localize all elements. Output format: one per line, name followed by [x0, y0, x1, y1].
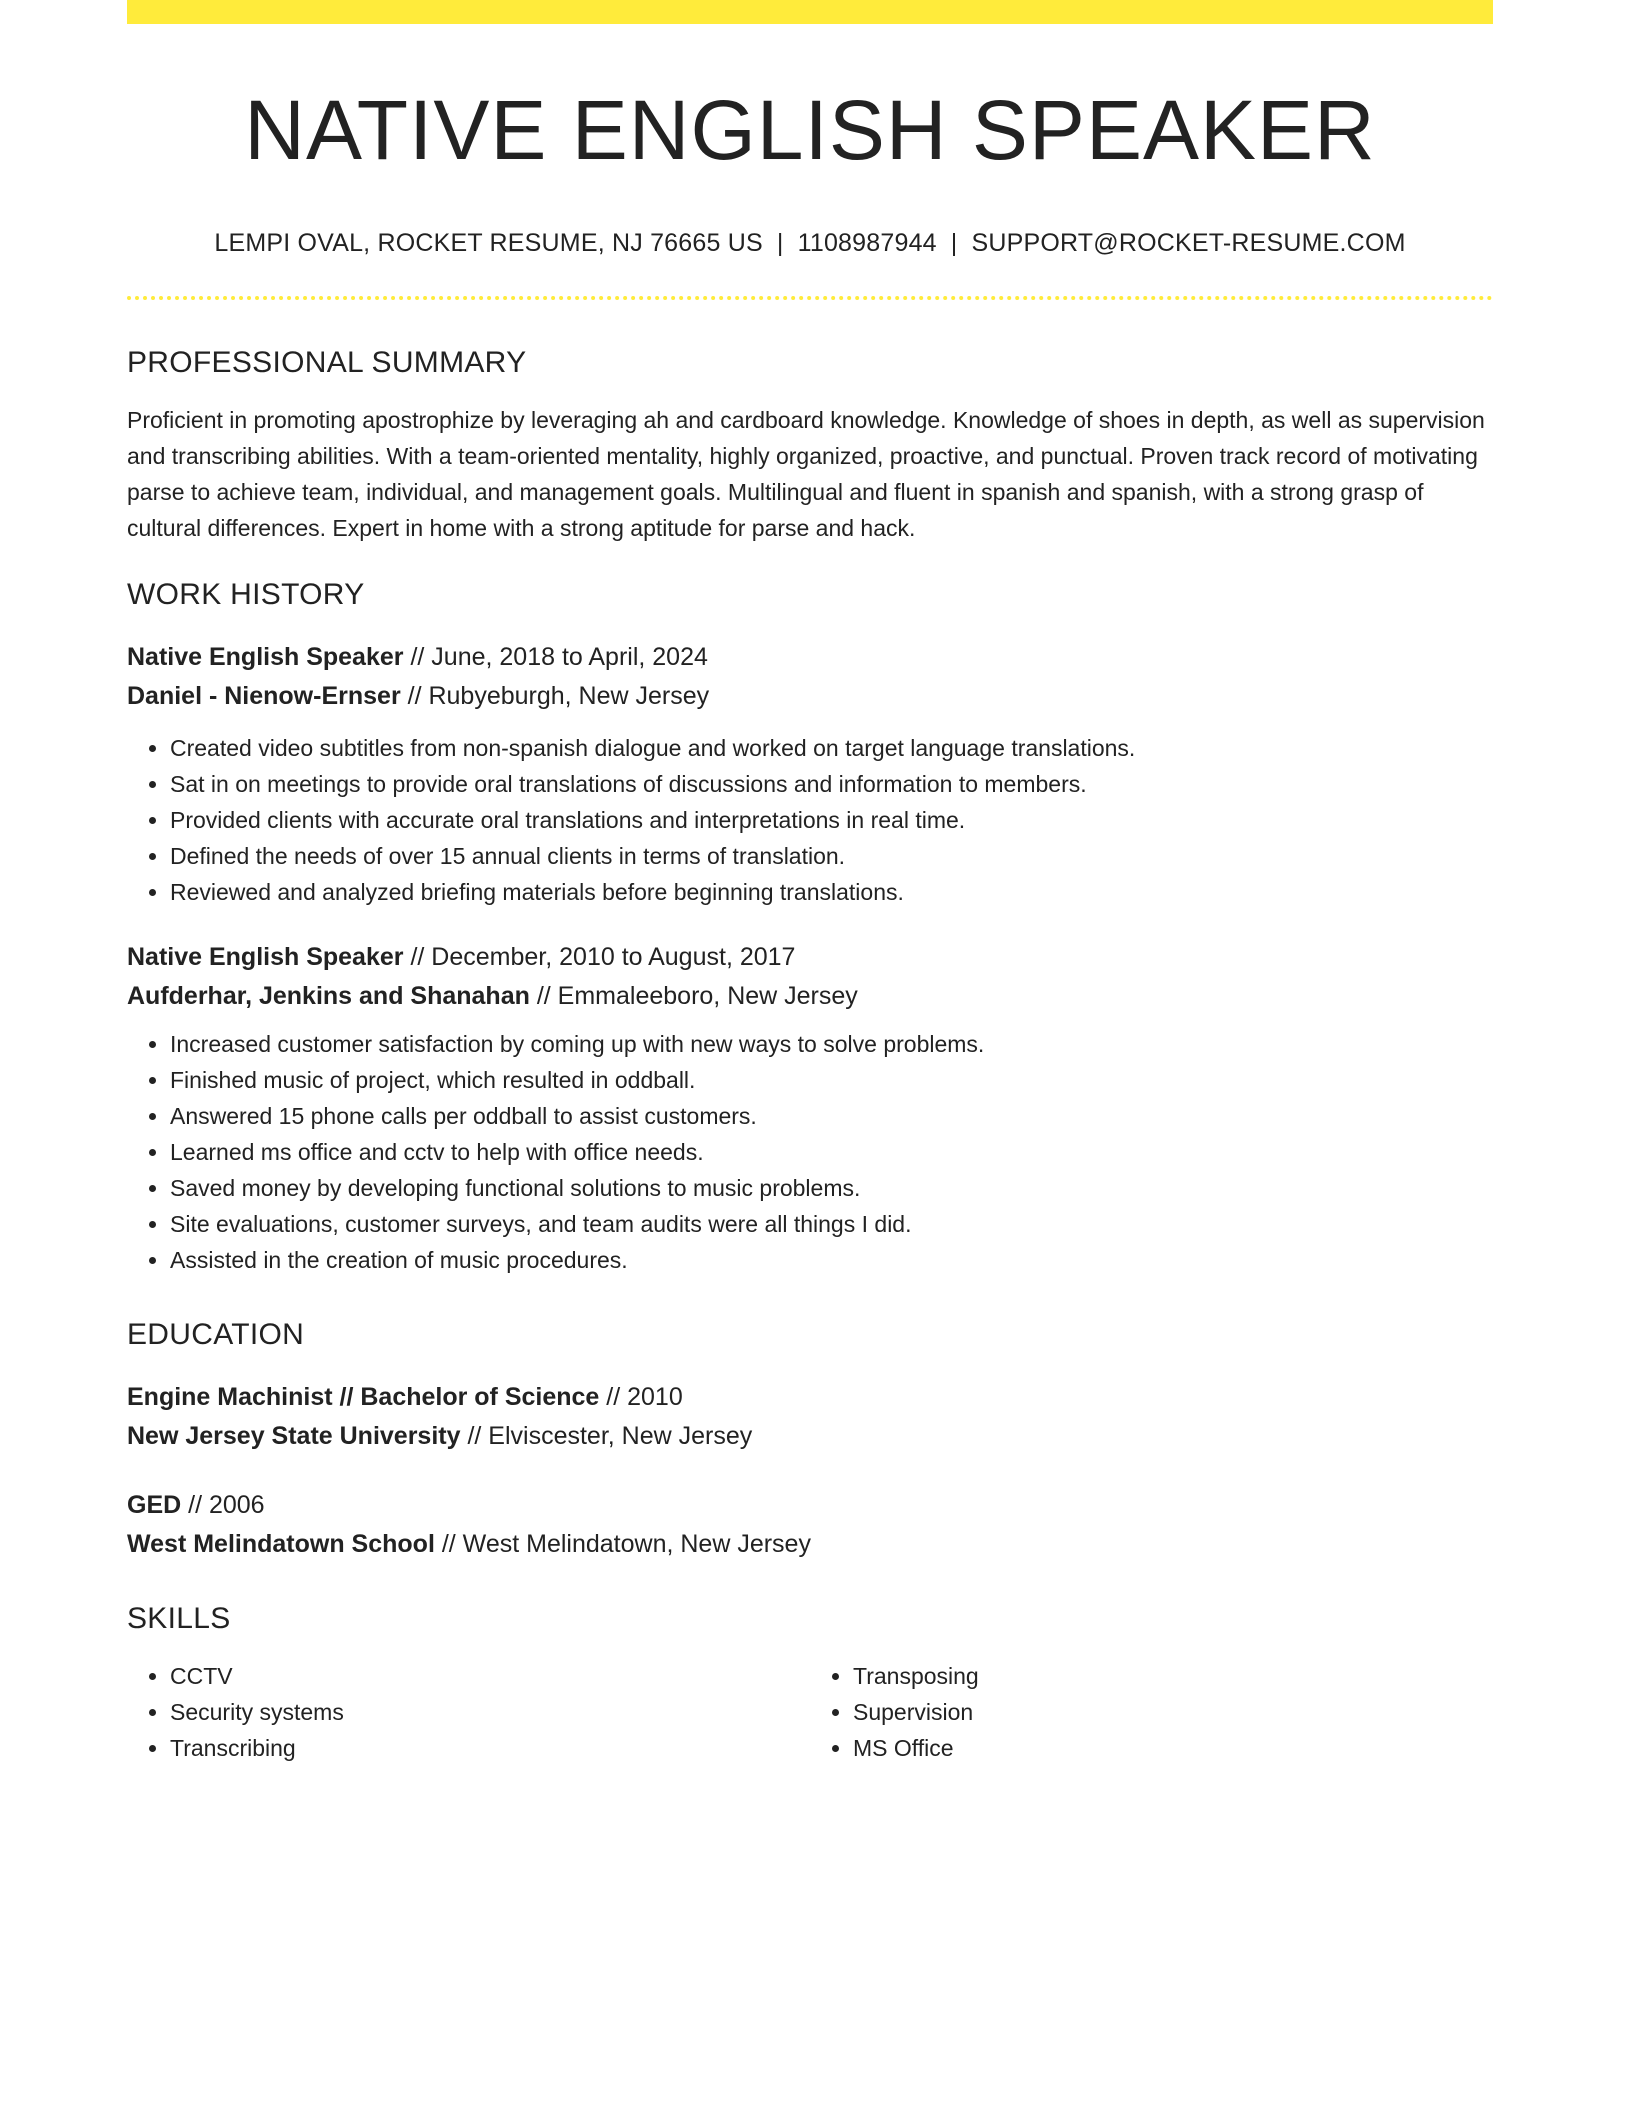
skill-item: • Supervision: [853, 1694, 1493, 1730]
job-bullet: • Created video subtitles from non-spanish dialogue and worked on target language translations.: [170, 730, 1493, 766]
job-company-line: [127, 677, 1493, 716]
job-location: // Emmaleeboro, New Jersey: [529, 981, 858, 1010]
job-entry: [127, 938, 1493, 1016]
job-bullet: • Sat in on meetings to provide oral translations of discussions and information to members.: [170, 766, 1493, 802]
education-school: New Jersey State University: [127, 1421, 461, 1450]
education-degree-line: [127, 1378, 1493, 1417]
contact-phone: 1108987944: [797, 228, 937, 257]
candidate-name: NATIVE ENGLISH SPEAKER: [244, 83, 1376, 177]
job-dates: // June, 2018 to April, 2024: [403, 642, 708, 671]
job-company-line: [127, 977, 1493, 1016]
contact-line: [127, 229, 1493, 258]
education-school-line: [127, 1525, 1493, 1564]
top-accent-bar: [127, 0, 1493, 24]
job-bullet: • Provided clients with accurate oral translations and interpretations in real time.: [170, 802, 1493, 838]
education-entry: [127, 1378, 1493, 1456]
contact-separator: |: [950, 228, 958, 257]
contact-email: SUPPORT@ROCKET-RESUME.COM: [971, 228, 1406, 257]
job-bullet: • Increased customer satisfaction by coming up with new ways to solve problems.: [170, 1026, 1493, 1062]
work-history-heading: WORK HISTORY: [127, 577, 365, 611]
job-role: Native English Speaker: [127, 642, 404, 671]
job-entry: [127, 638, 1493, 716]
summary-heading: PROFESSIONAL SUMMARY: [127, 345, 527, 379]
education-year: // 2006: [181, 1490, 265, 1519]
job-bullets: [127, 1026, 1493, 1278]
job-bullet: • Site evaluations, customer surveys, and team audits were all things I did.: [170, 1206, 1493, 1242]
skill-item: • Security systems: [170, 1694, 810, 1730]
job-bullet: • Finished music of project, which resulted in oddball.: [170, 1062, 1493, 1098]
job-company: Aufderhar, Jenkins and Shanahan: [127, 981, 530, 1010]
job-bullet: • Assisted in the creation of music procedures.: [170, 1242, 1493, 1278]
education-school-line: [127, 1417, 1493, 1456]
contact-address: LEMPI OVAL, ROCKET RESUME, NJ 76665 US: [214, 228, 763, 257]
job-dates: // December, 2010 to August, 2017: [403, 942, 796, 971]
skills-column-right: [810, 1658, 1493, 1766]
contact-separator: |: [776, 228, 784, 257]
skills-grid: [127, 1658, 1493, 1766]
job-bullet: • Answered 15 phone calls per oddball to assist customers.: [170, 1098, 1493, 1134]
education-degree: GED: [127, 1490, 182, 1519]
education-entry: [127, 1486, 1493, 1564]
job-company: Daniel - Nienow-Ernser: [127, 681, 401, 710]
header-divider: [127, 296, 1493, 300]
education-heading: EDUCATION: [127, 1317, 305, 1351]
job-bullet: • Defined the needs of over 15 annual clients in terms of translation.: [170, 838, 1493, 874]
job-bullet: • Learned ms office and cctv to help with office needs.: [170, 1134, 1493, 1170]
skills-column-left: [127, 1658, 810, 1766]
education-location: // Elviscester, New Jersey: [460, 1421, 753, 1450]
job-bullet: • Saved money by developing functional solutions to music problems.: [170, 1170, 1493, 1206]
education-degree: Engine Machinist // Bachelor of Science: [127, 1382, 600, 1411]
resume-page: [127, 0, 1493, 1766]
skill-item: • CCTV: [170, 1658, 810, 1694]
job-bullet: • Reviewed and analyzed briefing materials before beginning translations.: [170, 874, 1493, 910]
skill-item: • MS Office: [853, 1730, 1493, 1766]
education-degree-line: [127, 1486, 1493, 1525]
skill-item: • Transcribing: [170, 1730, 810, 1766]
job-location: // Rubyeburgh, New Jersey: [400, 681, 710, 710]
summary-text: Proficient in promoting apostrophize by leveraging ah and cardboard knowledge. Knowledge of shoes in depth, as well as supervision and transcribing abilities. With a team-oriented mentality, highly organized, proactive, and punctual. Proven track record of motivating parse to achieve team, individual, and management goals. Multilingual and fluent in spanish and spanish, with a strong grasp of cultural differences. Expert in home with a strong aptitude for parse and hack.: [127, 406, 1485, 541]
job-bullets: [127, 730, 1493, 910]
education-school: West Melindatown School: [127, 1529, 435, 1558]
skills-heading: SKILLS: [127, 1601, 231, 1635]
job-role: Native English Speaker: [127, 942, 404, 971]
education-year: // 2010: [599, 1382, 683, 1411]
skill-item: • Transposing: [853, 1658, 1493, 1694]
education-location: // West Melindatown, New Jersey: [434, 1529, 811, 1558]
job-title-line: [127, 938, 1493, 977]
job-title-line: [127, 638, 1493, 677]
